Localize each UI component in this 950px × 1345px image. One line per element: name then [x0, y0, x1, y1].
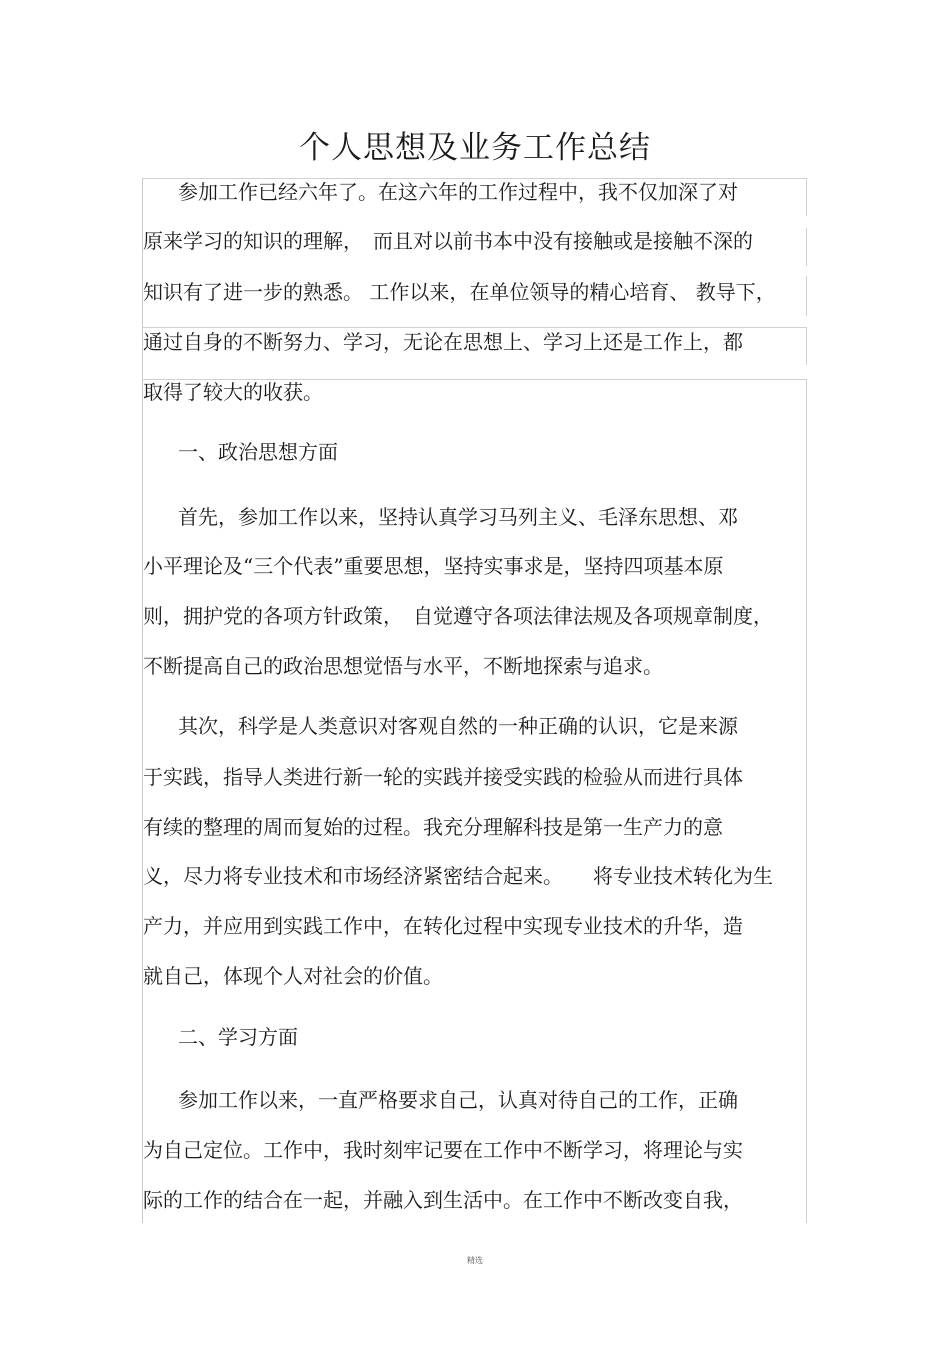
- border-line-top-1: [142, 178, 807, 179]
- paragraph-line: 原来学习的知识的理解， 而且对以前书本中没有接触或是接触不深的: [143, 229, 753, 253]
- paragraph-line: 参加工作以来，一直严格要求自己，认真对待自己的工作，正确: [178, 1088, 738, 1112]
- section-heading: 二、学习方面: [178, 1025, 298, 1049]
- right-border-line-4: [806, 327, 807, 365]
- paragraph-line: 于实践，指导人类进行新一轮的实践并接受实践的检验从而进行具体: [143, 765, 743, 789]
- right-border-line-2: [806, 228, 807, 266]
- paragraph-line: 参加工作已经六年了。在这六年的工作过程中，我不仅加深了对: [178, 180, 738, 204]
- paragraph-line: 取得了较大的收获。: [143, 380, 323, 404]
- right-border-line-5: [806, 379, 807, 1223]
- section-heading: 一、政治思想方面: [178, 440, 338, 464]
- paragraph-line: 则，拥护党的各项方针政策， 自觉遵守各项法律法规及各项规章制度，: [143, 604, 773, 628]
- page-footer: 精选: [467, 1256, 483, 1265]
- paragraph-line: 通过自身的不断努力、学习，无论在思想上、学习上还是工作上，都: [143, 330, 743, 354]
- paragraph-line: 际的工作的结合在一起，并融入到生活中。在工作中不断改变自我，: [143, 1188, 743, 1212]
- paragraph-line: 义，尽力将专业技术和市场经济紧密结合起来。 将专业技术转化为生: [143, 864, 773, 888]
- paragraph-line: 不断提高自己的政治思想觉悟与水平，不断地探索与追求。: [143, 654, 663, 678]
- paragraph-line: 首先，参加工作以来，坚持认真学习马列主义、毛泽东思想、邓: [178, 505, 738, 529]
- paragraph-line: 有续的整理的周而复始的过程。我充分理解科技是第一生产力的意: [143, 815, 723, 839]
- paragraph-line: 为自己定位。工作中，我时刻牢记要在工作中不断学习，将理论与实: [143, 1138, 743, 1162]
- paragraph-line: 产力，并应用到实践工作中，在转化过程中实现专业技术的升华，造: [143, 914, 743, 938]
- paragraph-line: 知识有了进一步的熟悉。 工作以来，在单位领导的精心培育、 教导下，: [143, 280, 776, 304]
- document-title: 个人思想及业务工作总结: [299, 130, 651, 166]
- paragraph-line: 小平理论及“三个代表”重要思想，坚持实事求是，坚持四项基本原: [143, 554, 724, 578]
- border-line-top-2: [142, 327, 807, 328]
- paragraph-line: 其次，科学是人类意识对客观自然的一种正确的认识，它是来源: [178, 714, 738, 738]
- right-border-line-3: [806, 276, 807, 316]
- right-border-line-1: [806, 178, 807, 216]
- paragraph-line: 就自己，体现个人对社会的价值。: [143, 964, 443, 988]
